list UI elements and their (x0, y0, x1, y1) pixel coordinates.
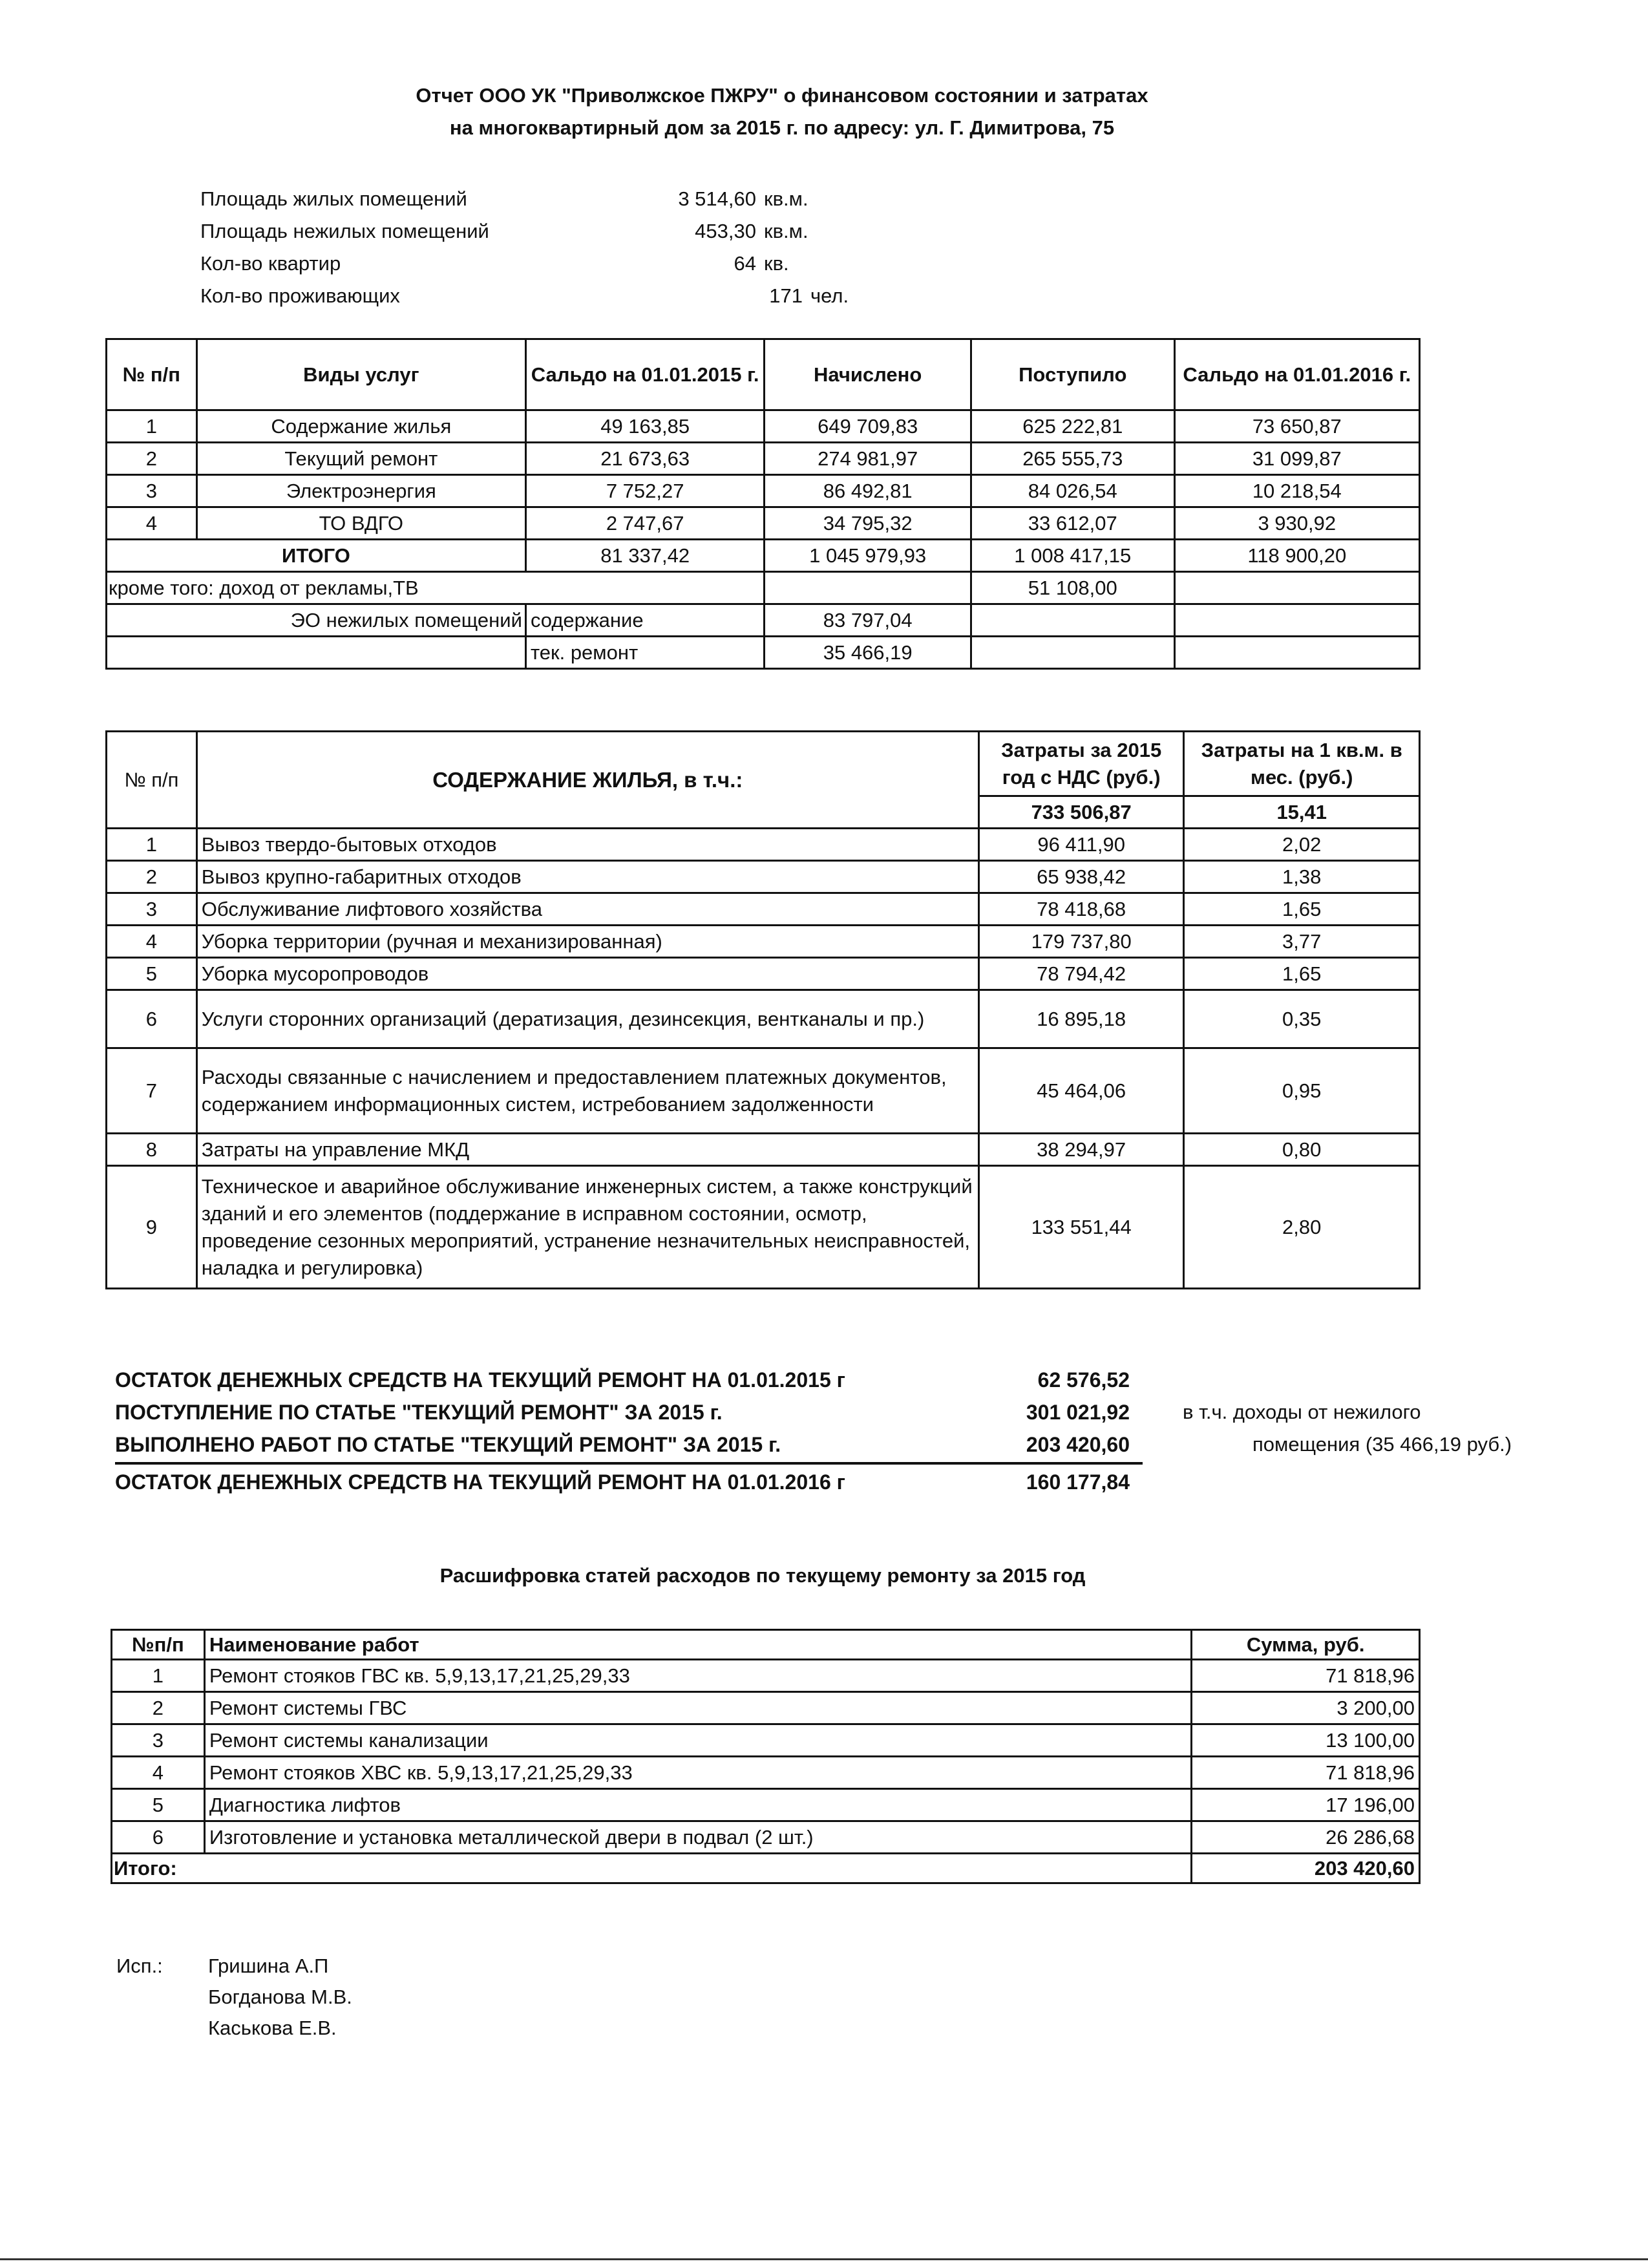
cell: 9 (107, 1166, 197, 1289)
cell: Техническое и аварийное обслуживание инженерных систем, а также конструкций зданий и его элементов (поддержание в исправном состоянии, осмотр, проведение сезонных мероприятий, устранение незначительных неисправностей, наладка и регулировка) (196, 1166, 978, 1289)
cell: 3 200,00 (1192, 1692, 1420, 1724)
services-balance-table (105, 338, 1421, 670)
cell: Электроэнергия (196, 475, 525, 507)
eo-row (107, 604, 1420, 637)
eo-value: 83 797,04 (765, 604, 971, 637)
cell: 73 650,87 (1174, 410, 1419, 443)
repair-funds-summary (115, 1364, 1601, 1498)
col-header (1174, 339, 1419, 410)
cell: 3 (107, 893, 197, 926)
cell: Ремонт системы канализации (204, 1724, 1192, 1757)
executors-label: Исп.: (116, 1955, 163, 1977)
info-row (200, 280, 849, 312)
cell: 17 196,00 (1192, 1789, 1420, 1821)
cell: Затраты на управление МКД (196, 1134, 978, 1166)
info-value: 64 (734, 252, 756, 275)
table-row (107, 1166, 1420, 1289)
cell: 5 (112, 1789, 205, 1821)
info-value: 453,30 (695, 220, 756, 242)
summary-note: в т.ч. доходы от нежилого (1183, 1401, 1421, 1423)
col-header: № п/п (107, 339, 197, 410)
info-unit: чел. (810, 284, 849, 307)
maintenance-costs-table (105, 730, 1421, 1289)
total-label: Итого: (112, 1854, 1192, 1883)
info-label: Кол-во квартир (200, 252, 341, 275)
cell: Изготовление и установка металлической двери в подвал (2 шт.) (204, 1821, 1192, 1854)
cell: 7 (107, 1048, 197, 1134)
cell: 81 337,42 (525, 540, 764, 572)
cell: 625 222,81 (971, 410, 1174, 443)
cell: 0,95 (1184, 1048, 1420, 1134)
cell: 71 818,96 (1192, 1757, 1420, 1789)
empty-cell (1174, 572, 1419, 604)
executor-name: Богданова М.В. (208, 1986, 352, 2008)
summary-row (115, 1396, 1601, 1428)
info-unit: кв.м. (764, 220, 808, 242)
total-row (107, 540, 1420, 572)
report-title-line1: Отчет ООО УК "Приволжское ПЖРУ" о финансовом состоянии и затратах (416, 84, 1148, 107)
cell: 274 981,97 (765, 443, 971, 475)
cell: 45 464,06 (978, 1048, 1184, 1134)
cell: 6 (107, 990, 197, 1048)
cell: 38 294,97 (978, 1134, 1184, 1166)
cell: 4 (107, 926, 197, 958)
cell: 3,77 (1184, 926, 1420, 958)
cell: Уборка территории (ручная и механизированная) (196, 926, 978, 958)
table-row (112, 1692, 1420, 1724)
col-header: Виды услуг (196, 339, 525, 410)
executor-name: Гришина А.П (208, 1955, 329, 1977)
summary-label: ОСТАТОК ДЕНЕЖНЫХ СРЕДСТВ НА ТЕКУЩИЙ РЕМОНТ НА 01.01.2016 г (115, 1470, 845, 1494)
eo-value: 35 466,19 (765, 637, 971, 669)
summary-value: 62 576,52 (1037, 1368, 1130, 1392)
executor-name: Каськова Е.В. (208, 2017, 337, 2039)
cell: Ремонт стояков ХВС кв. 5,9,13,17,21,25,29,33 (204, 1757, 1192, 1789)
cell: 1,38 (1184, 861, 1420, 893)
empty-cell (971, 604, 1174, 637)
cell: 21 673,63 (525, 443, 764, 475)
summary-value: 203 420,60 (1026, 1433, 1130, 1456)
col-header: Наименование работ (204, 1630, 1192, 1660)
table-row (107, 443, 1420, 475)
cell: 65 938,42 (978, 861, 1184, 893)
total-per-sqm: 15,41 (1184, 796, 1420, 829)
cell: Вывоз крупно-габаритных отходов (196, 861, 978, 893)
cell: Вывоз твердо-бытовых отходов (196, 829, 978, 861)
cell: 1 008 417,15 (971, 540, 1174, 572)
cell: 16 895,18 (978, 990, 1184, 1048)
ads-value: 51 108,00 (971, 572, 1174, 604)
table-row (107, 926, 1420, 958)
cell: 4 (112, 1757, 205, 1789)
info-value: 171 (769, 284, 803, 307)
cell: 84 026,54 (971, 475, 1174, 507)
table-row (107, 507, 1420, 540)
summary-row (115, 1466, 1601, 1498)
cell: 1 (107, 829, 197, 861)
cell: 3 (112, 1724, 205, 1757)
col-header: №п/п (112, 1630, 205, 1660)
total-row (112, 1854, 1420, 1883)
table-row (107, 893, 1420, 926)
cell: 13 100,00 (1192, 1724, 1420, 1757)
eo-label: ЭО нежилых помещений (107, 604, 526, 637)
cell: 4 (107, 507, 197, 540)
empty-cell (1174, 604, 1419, 637)
info-row (200, 183, 808, 215)
table-row (107, 1048, 1420, 1134)
cell: 2 (107, 861, 197, 893)
table-header-row (107, 339, 1420, 410)
cell: Текущий ремонт (196, 443, 525, 475)
eo-sub-label: тек. ремонт (525, 637, 764, 669)
total-cost: 733 506,87 (978, 796, 1184, 829)
empty-cell (1174, 637, 1419, 669)
empty-cell (107, 637, 526, 669)
table-row (112, 1757, 1420, 1789)
table-row (112, 1660, 1420, 1692)
summary-label: ВЫПОЛНЕНО РАБОТ ПО СТАТЬЕ "ТЕКУЩИЙ РЕМОНТ" ЗА 2015 г. (115, 1433, 781, 1456)
cell: Диагностика лифтов (204, 1789, 1192, 1821)
table-row (112, 1724, 1420, 1757)
header-text: Сальдо на 01.01.2015 г. (531, 363, 759, 386)
cell: 26 286,68 (1192, 1821, 1420, 1854)
cell: 133 551,44 (978, 1166, 1184, 1289)
empty-cell (765, 572, 971, 604)
cell: 96 411,90 (978, 829, 1184, 861)
cell: 8 (107, 1134, 197, 1166)
table-row (107, 861, 1420, 893)
summary-label: ПОСТУПЛЕНИЕ ПО СТАТЬЕ "ТЕКУЩИЙ РЕМОНТ" ЗА 2015 г. (115, 1401, 723, 1424)
info-label: Площадь нежилых помещений (200, 220, 489, 242)
info-unit: кв. (764, 252, 789, 275)
cell: Расходы связанные с начислением и предоставлением платежных документов, содержанием информационных систем, истребованием задолженности (196, 1048, 978, 1134)
total-label: ИТОГО (107, 540, 526, 572)
col-header: № п/п (107, 732, 197, 829)
col-header: СОДЕРЖАНИЕ ЖИЛЬЯ, в т.ч.: (196, 732, 978, 829)
summary-value: 301 021,92 (1026, 1401, 1130, 1424)
info-value: 3 514,60 (678, 187, 756, 210)
cell: 31 099,87 (1174, 443, 1419, 475)
col-header: Затраты на 1 кв.м. в мес. (руб.) (1184, 732, 1420, 796)
cell: 3 (107, 475, 197, 507)
table-row (112, 1821, 1420, 1854)
header-text: Сальдо на 01.01.2016 г. (1183, 363, 1411, 386)
report-title-line2: на многоквартирный дом за 2015 г. по адресу: ул. Г. Димитрова, 75 (449, 116, 1115, 139)
info-unit: кв.м. (764, 187, 808, 210)
col-header: Поступило (971, 339, 1174, 410)
cell: 2 747,67 (525, 507, 764, 540)
summary-divider (115, 1462, 1143, 1465)
cell: 2,80 (1184, 1166, 1420, 1289)
cell: 1,65 (1184, 958, 1420, 990)
eo-row (107, 637, 1420, 669)
cell: 3 930,92 (1174, 507, 1419, 540)
col-header: Затраты за 2015 год с НДС (руб.) (978, 732, 1184, 796)
summary-row (115, 1364, 1601, 1396)
repair-breakdown-title: Расшифровка статей расходов по текущему ремонту за 2015 год (439, 1564, 1086, 1587)
cell: 118 900,20 (1174, 540, 1419, 572)
eo-sub-label: содержание (525, 604, 764, 637)
summary-note: помещения (35 466,19 руб.) (1252, 1433, 1512, 1456)
info-label: Площадь жилых помещений (200, 187, 467, 210)
table-row (107, 410, 1420, 443)
cell: 1 045 979,93 (765, 540, 971, 572)
cell: 1,65 (1184, 893, 1420, 926)
ads-label: кроме того: доход от рекламы,ТВ (107, 572, 765, 604)
cell: 33 612,07 (971, 507, 1174, 540)
cell: 49 163,85 (525, 410, 764, 443)
table-row (107, 1134, 1420, 1166)
scan-edge-line (0, 2258, 1648, 2260)
cell: 34 795,32 (765, 507, 971, 540)
cell: 78 418,68 (978, 893, 1184, 926)
col-header (525, 339, 764, 410)
cell: 5 (107, 958, 197, 990)
cell: 0,35 (1184, 990, 1420, 1048)
cell: 86 492,81 (765, 475, 971, 507)
ads-row (107, 572, 1420, 604)
cell: Содержание жилья (196, 410, 525, 443)
repair-breakdown-table (111, 1629, 1421, 1884)
cell: ТО ВДГО (196, 507, 525, 540)
cell: Уборка мусоропроводов (196, 958, 978, 990)
table-header-row (112, 1630, 1420, 1660)
summary-row (115, 1428, 1601, 1461)
cell: 71 818,96 (1192, 1660, 1420, 1692)
table-header-row (107, 732, 1420, 796)
cell: 6 (112, 1821, 205, 1854)
summary-label: ОСТАТОК ДЕНЕЖНЫХ СРЕДСТВ НА ТЕКУЩИЙ РЕМОНТ НА 01.01.2015 г (115, 1368, 845, 1392)
cell: 7 752,27 (525, 475, 764, 507)
cell: Ремонт стояков ГВС кв. 5,9,13,17,21,25,29,33 (204, 1660, 1192, 1692)
empty-cell (971, 637, 1174, 669)
cell: 1 (107, 410, 197, 443)
cell: 2 (107, 443, 197, 475)
info-block (200, 183, 849, 312)
cell: 265 555,73 (971, 443, 1174, 475)
cell: 179 737,80 (978, 926, 1184, 958)
info-label: Кол-во проживающих (200, 284, 400, 307)
executors-list (208, 1951, 352, 2044)
cell: 1 (112, 1660, 205, 1692)
table-row (107, 990, 1420, 1048)
summary-value: 160 177,84 (1026, 1470, 1130, 1494)
info-row (200, 215, 808, 248)
col-header: Начислено (765, 339, 971, 410)
cell: 2 (112, 1692, 205, 1724)
col-header: Сумма, руб. (1192, 1630, 1420, 1660)
table-row (107, 475, 1420, 507)
cell: Услуги сторонних организаций (дератизация, дезинсекция, вентканалы и пр.) (196, 990, 978, 1048)
table-row (112, 1789, 1420, 1821)
cell: 10 218,54 (1174, 475, 1419, 507)
cell: Обслуживание лифтового хозяйства (196, 893, 978, 926)
table-row (107, 829, 1420, 861)
total-value: 203 420,60 (1192, 1854, 1420, 1883)
info-row (200, 248, 789, 280)
cell: 0,80 (1184, 1134, 1420, 1166)
cell: 649 709,83 (765, 410, 971, 443)
table-row (107, 958, 1420, 990)
cell: Ремонт системы ГВС (204, 1692, 1192, 1724)
cell: 2,02 (1184, 829, 1420, 861)
cell: 78 794,42 (978, 958, 1184, 990)
